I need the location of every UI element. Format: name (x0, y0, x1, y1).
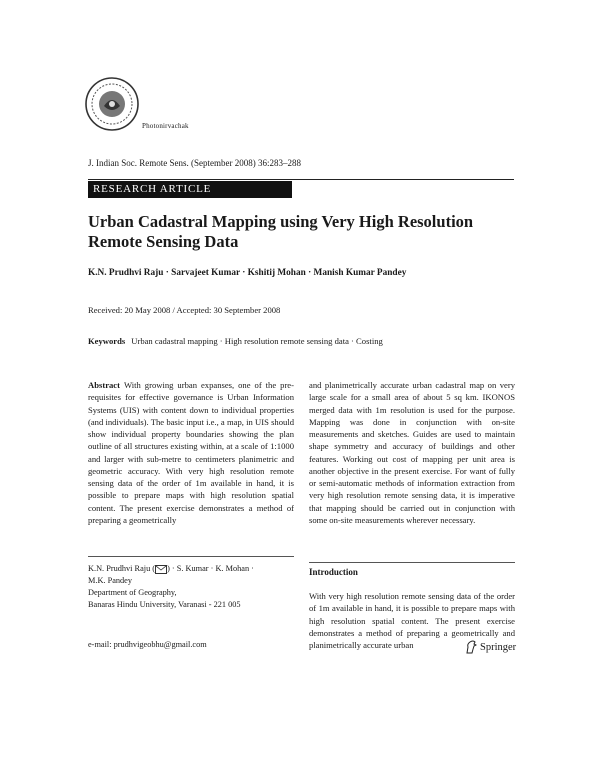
abstract-column-left (88, 379, 294, 526)
abstract-column-right: and planimetrically accurate urban cadastral map on very large scale for a small area of about 5 sq km. IKONOS merged data with 1m resolution is used for the purpose. Mapping was done in conjunction with on-site measurements and sketches. Guides are used to maintain shape symmetry and accuracy of buildings and other features. Working out cost of mapping per unit area is another objective in the present exercise. For want of fully or semi-automatic methods of information extraction from very high resolution remote sensing data, it is imperative that mapping should be carried out in conjunction with some on-site measurements wherever necessary. (309, 380, 515, 525)
journal-seal-logo (84, 76, 140, 132)
author-email: e-mail: prudhvigeobhu@gmail.com (88, 640, 207, 649)
affiliation-authors-line-1: K.N. Prudhvi Raju ( ) · S. Kumar · K. Mohan · (88, 564, 254, 573)
title-line-1: Urban Cadastral Mapping using Very High Resolution (88, 212, 474, 231)
article-title (88, 212, 508, 252)
author-affiliation (88, 563, 298, 611)
affiliation-department: Department of Geography, (88, 588, 177, 597)
introduction-text: With very high resolution remote sensing data of the order of 1m available in hand, it is possible to prepare maps with high resolution spatial content. The present exercise demonstrates a method of preparing a geometrically and planimetrically accurate urban (309, 591, 515, 650)
publisher-logo (465, 640, 516, 654)
affiliation-authors-line-2: M.K. Pandey (88, 576, 133, 585)
header-rule (88, 179, 514, 180)
abstract-label: Abstract (88, 380, 120, 390)
keywords-text: Urban cadastral mapping · High resolution remote sensing data · Costing (131, 336, 383, 346)
envelope-icon (155, 565, 167, 574)
author-list: K.N. Prudhvi Raju · Sarvajeet Kumar · Kshitij Mohan · Manish Kumar Pandey (88, 268, 407, 278)
journal-reference: J. Indian Soc. Remote Sens. (September 2008) 36:283–288 (88, 158, 301, 168)
title-line-2: Remote Sensing Data (88, 232, 239, 251)
springer-horse-icon (465, 640, 477, 654)
introduction-rule (309, 562, 515, 563)
affiliation-university: Banaras Hindu University, Varanasi - 221 005 (88, 600, 241, 609)
affiliation-rule (88, 556, 294, 557)
received-accepted-dates: Received: 20 May 2008 / Accepted: 30 September 2008 (88, 305, 281, 315)
logo-caption: Photonirvachak (142, 122, 189, 130)
keywords-label: Keywords (88, 336, 126, 346)
introduction-heading: Introduction (309, 567, 358, 577)
keywords (88, 336, 383, 346)
abstract-text: With growing urban expanses, one of the pre-requisites for effective governance is Urban Information Systems (UIS) with content down to individual properties (and individuals). The basic input i.e., a map, in UIS should show individual property boundaries showing the plan outline of all structures existing within, at a scale of 1:1000 and larger with sub-metre to centimeters planimetric and geometric accuracy. With very high resolution remote sensing data of the order of 1m available in hand, it is possible to prepare maps with high resolution spatial content. The present exercise demonstrates a method of preparing a geometrically (88, 380, 294, 525)
article-type-banner: RESEARCH ARTICLE (88, 181, 292, 198)
publisher-name: Springer (480, 641, 517, 653)
